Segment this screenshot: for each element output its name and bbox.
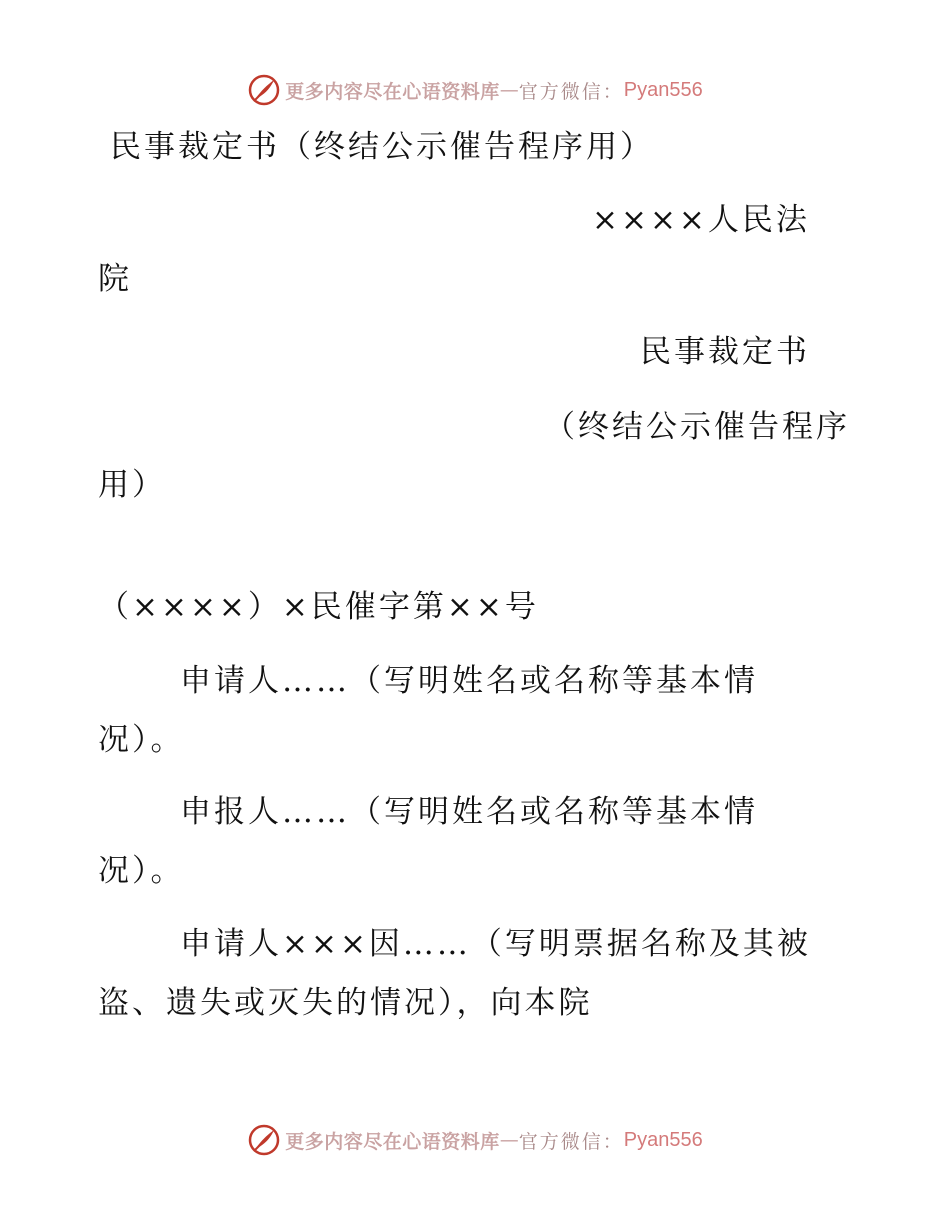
applicant-line1: 申请人……（写明姓名或名称等基本情	[180, 663, 758, 699]
doc-title: 民事裁定书	[640, 334, 810, 370]
watermark-banner-top	[0, 70, 950, 110]
court-name-line1: ××××人民法	[592, 202, 810, 238]
watermark-wechat-id: Pyan556	[623, 1128, 703, 1151]
feather-pen-seal-icon	[247, 1123, 281, 1157]
watermark-dash: —	[499, 1129, 519, 1151]
watermark-main-text: 更多内容尽在心语资料库	[285, 1130, 500, 1153]
watermark-wechat-id: Pyan556	[623, 78, 703, 101]
applicant-line2: 况）。	[98, 722, 185, 758]
watermark-dash: —	[499, 79, 519, 101]
declarant-line1: 申报人……（写明姓名或名称等基本情	[180, 794, 758, 830]
facts-line1: 申请人×××因……（写明票据名称及其被	[180, 926, 811, 962]
facts-line2: 盗、遗失或灭失的情况），向本院	[98, 985, 593, 1021]
case-number: （××××）×民催字第××号	[98, 589, 539, 625]
document-heading: 民事裁定书（终结公示催告程序用）	[110, 129, 654, 165]
watermark-banner-bottom	[0, 1120, 950, 1160]
watermark-wechat-label: 官方微信：	[518, 80, 624, 103]
doc-subtitle-line2: 用）	[98, 467, 166, 503]
court-name-line2: 院	[98, 261, 132, 297]
watermark-main-text: 更多内容尽在心语资料库	[285, 80, 500, 103]
declarant-line2: 况）。	[98, 853, 185, 889]
doc-subtitle-line1: （终结公示催告程序	[544, 409, 850, 445]
feather-pen-seal-icon	[247, 73, 281, 107]
watermark-wechat-label: 官方微信：	[518, 1130, 624, 1153]
